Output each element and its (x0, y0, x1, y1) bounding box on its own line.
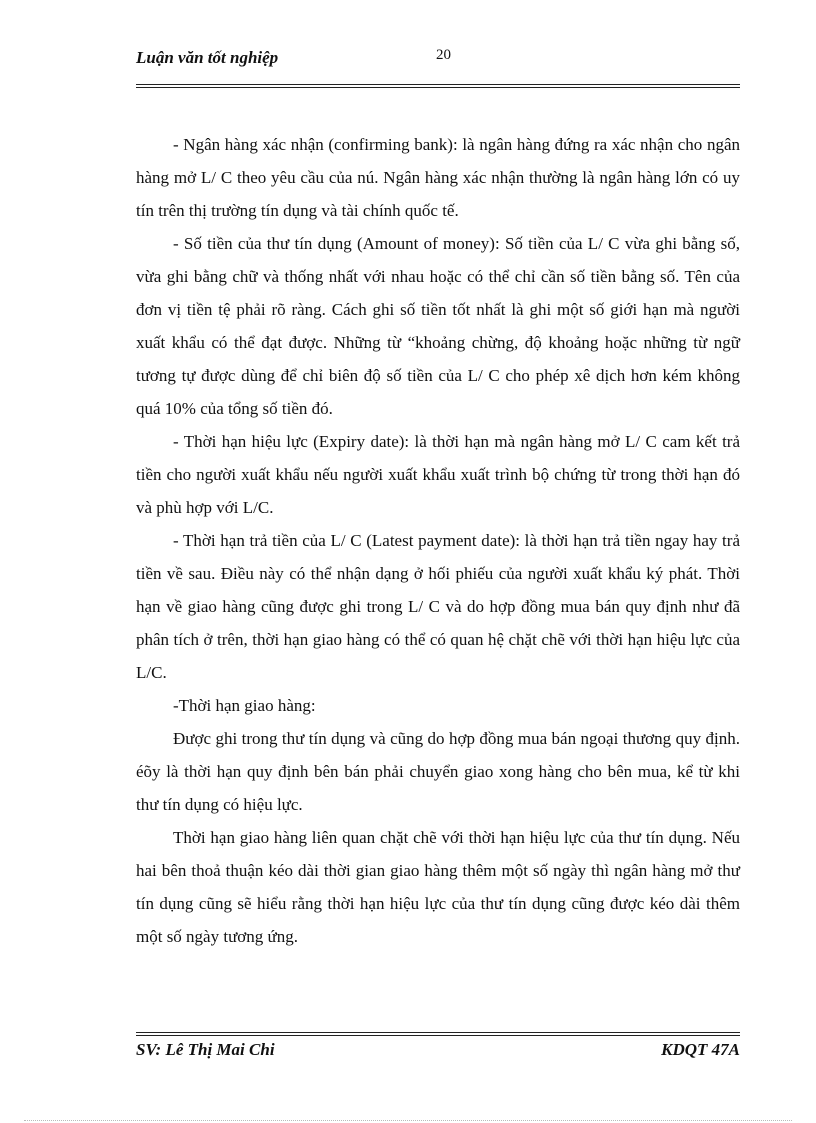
body-paragraph: - Số tiền của thư tín dụng (Amount of money): Số tiền của L/ C vừa ghi bằng số, vừa ghi bằng chữ và thống nhất với nhau hoặc có thể chỉ cần số tiền bằng số. Tên của đơn vị tiền tệ phải rõ ràng. Cách ghi số tiền tốt nhất là ghi một số giới hạn mà người xuất khẩu có thể đạt được. Những từ “khoảng chừng, độ khoảng hoặc những từ ngữ tương tự được dùng để chỉ biên độ số tiền của L/ C cho phép xê dịch hơn kém không quá 10% của tổng số tiền đó. (136, 234, 740, 418)
page-edge-line (24, 1120, 792, 1121)
document-body (136, 128, 740, 953)
body-paragraph: - Thời hạn hiệu lực (Expiry date): là thời hạn mà ngân hàng mở L/ C cam kết trả tiền cho người xuất khẩu nếu người xuất khẩu xuất trình bộ chứng từ trong thời hạn đó và phù hợp với L/C. (136, 432, 740, 517)
body-paragraph: - Thời hạn trả tiền của L/ C (Latest payment date): là thời hạn trả tiền ngay hay trả tiền về sau. Điều này có thể nhận dạng ở hối phiếu của người xuất khẩu ký phát. Thời hạn về giao hàng cũng được ghi trong L/ C và do hợp đồng mua bán quy định như đã phân tích ở trên, thời hạn giao hàng có thể có quan hệ chặt chẽ với thời hạn hiệu lực của L/C. (136, 531, 740, 682)
body-paragraph: Được ghi trong thư tín dụng và cũng do hợp đồng mua bán ngoại thương quy định. éõy là thời hạn quy định bên bán phải chuyển giao xong hàng cho bên mua, kể từ khi thư tín dụng có hiệu lực. (136, 729, 740, 814)
document-header-title: Luận văn tốt nghiệp (136, 48, 279, 67)
footer-student-name: SV: Lê Thị Mai Chi (136, 1040, 275, 1059)
header-rule (136, 84, 740, 88)
page-number: 20 (436, 47, 451, 63)
body-paragraph: - Ngân hàng xác nhận (confirming bank): là ngân hàng đứng ra xác nhận cho ngân hàng mở L/ C theo yêu cầu của nú. Ngân hàng xác nhận thường là ngân hàng lớn có uy tín trên thị trường tín dụng và tài chính quốc tế. (136, 135, 740, 220)
footer-rule (136, 1032, 740, 1036)
body-paragraph: -Thời hạn giao hàng: (173, 696, 316, 715)
footer-class-code: KDQT 47A (661, 1040, 740, 1059)
body-paragraph: Thời hạn giao hàng liên quan chặt chẽ với thời hạn hiệu lực của thư tín dụng. Nếu hai bên thoả thuận kéo dài thời gian giao hàng thêm một số ngày thì ngân hàng mở thư tín dụng cũng sẽ hiểu rằng thời hạn hiệu lực của thư tín dụng cũng được kéo dài thêm một số ngày tương ứng. (136, 828, 740, 946)
